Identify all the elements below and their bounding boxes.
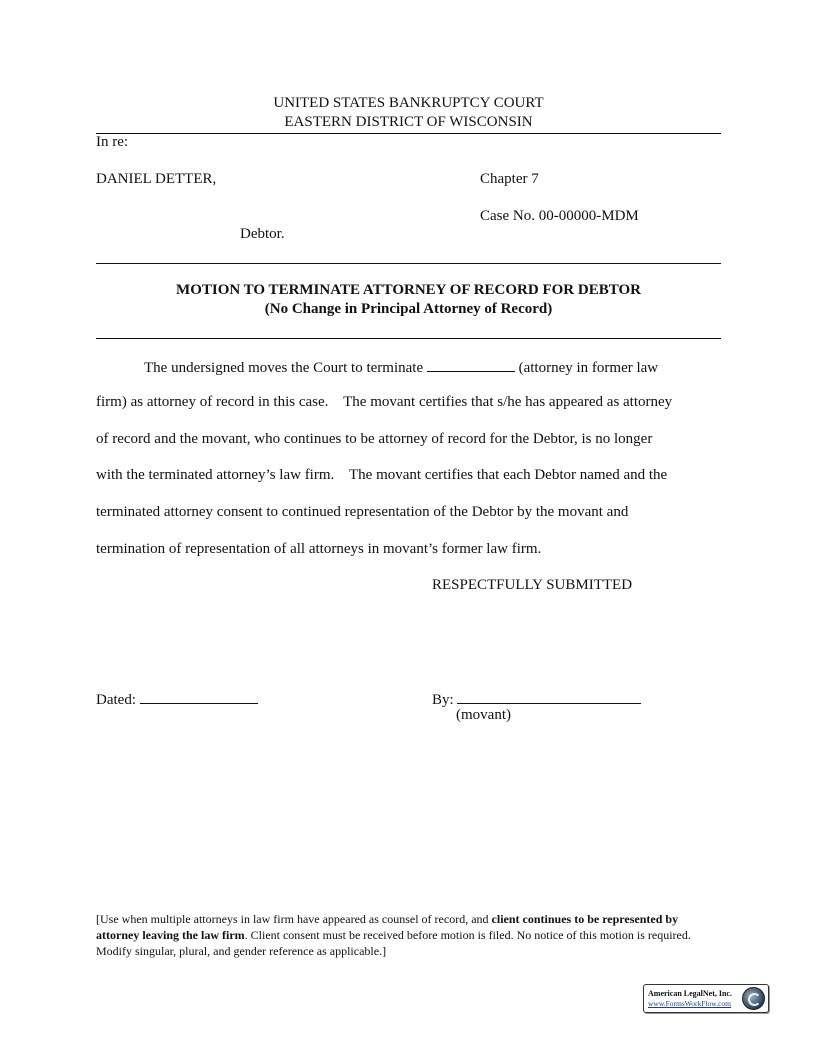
in-re-label: In re: bbox=[96, 134, 129, 150]
dated-label: Dated: bbox=[96, 692, 136, 708]
caption-divider bbox=[96, 263, 721, 264]
court-name: UNITED STATES BANKRUPTCY COURT bbox=[273, 95, 544, 111]
publisher-logo bbox=[643, 984, 769, 1013]
by-label: By: bbox=[432, 692, 454, 708]
debtor-name: DANIEL DETTER, bbox=[96, 171, 217, 187]
footnote-part-3: . Client consent must be received before motion is filed. No notice of this motion is required. Modify singular, plural, and gender reference as applicable.] bbox=[96, 928, 691, 958]
body-line-1-start: The undersigned moves the Court to terminate bbox=[144, 360, 424, 376]
header-divider bbox=[96, 133, 721, 134]
body-line-4: with the terminated attorney’s law firm. The movant certifies that each Debtor named and the bbox=[96, 467, 668, 483]
title-divider bbox=[96, 338, 721, 339]
footnote-part-1: [Use when multiple attorneys in law firm have appeared as counsel of record, and bbox=[96, 912, 492, 926]
movant-label: (movant) bbox=[456, 707, 511, 723]
body-line-3: of record and the movant, who continues to be attorney of record for the Debtor, is no longer bbox=[96, 431, 653, 447]
usage-footnote bbox=[96, 911, 724, 959]
body-line-5: terminated attorney consent to continued representation of the Debtor by the movant and bbox=[96, 504, 629, 520]
logo-seal-icon bbox=[742, 987, 765, 1010]
date-blank[interactable] bbox=[140, 689, 258, 704]
chapter-label: Chapter 7 bbox=[480, 171, 539, 187]
logo-url[interactable]: www.FormsWorkFlow.com bbox=[648, 999, 732, 1008]
body-line-6: termination of representation of all attorneys in movant’s former law firm. bbox=[96, 541, 542, 557]
signature-field bbox=[432, 689, 641, 709]
logo-company: American LegalNet, Inc. bbox=[648, 989, 732, 998]
dated-field bbox=[96, 689, 258, 709]
footnote-part-2: client continues to be represented by attorney leaving the law firm bbox=[96, 912, 679, 942]
debtor-label: Debtor. bbox=[240, 226, 285, 242]
respectfully-submitted: RESPECTFULLY SUBMITTED bbox=[432, 577, 633, 593]
attorney-name-blank[interactable] bbox=[427, 357, 515, 372]
motion-title: MOTION TO TERMINATE ATTORNEY OF RECORD FOR DEBTOR bbox=[176, 282, 641, 298]
case-number: Case No. 00-00000-MDM bbox=[480, 208, 639, 224]
body-line-2: firm) as attorney of record in this case. The movant certifies that s/he has appeared as attorney bbox=[96, 394, 673, 410]
court-district: EASTERN DISTRICT OF WISCONSIN bbox=[284, 114, 533, 130]
body-line-1-end: (attorney in former law bbox=[518, 360, 659, 376]
motion-subtitle: (No Change in Principal Attorney of Record) bbox=[264, 301, 553, 317]
body-line-1 bbox=[144, 357, 658, 377]
signature-blank[interactable] bbox=[457, 689, 641, 704]
